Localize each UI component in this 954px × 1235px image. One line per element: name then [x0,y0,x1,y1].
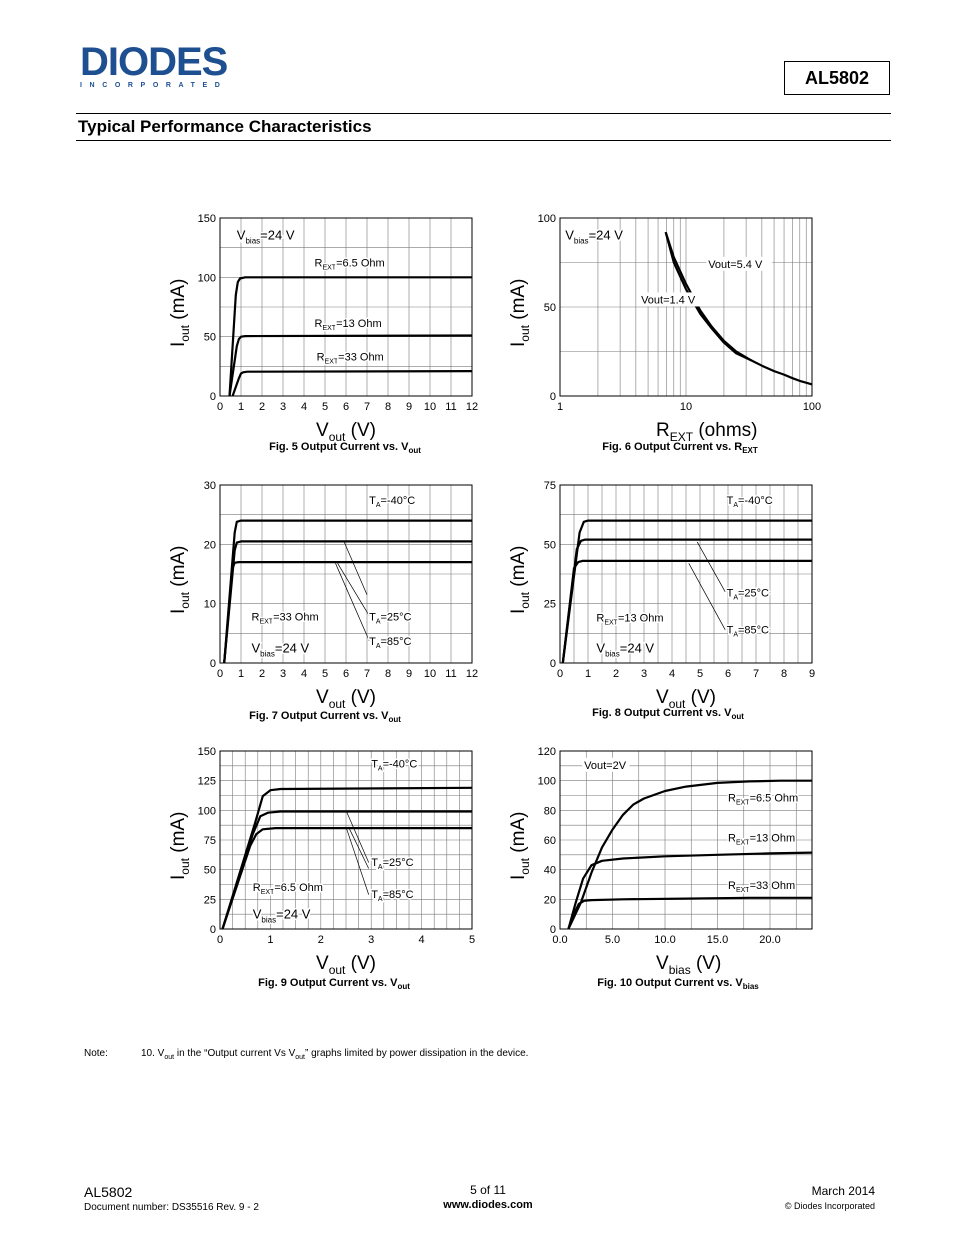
y-tick-label: 100 [197,805,216,818]
y-tick-label: 75 [203,835,216,847]
caption-fig8-sub: out [731,712,744,722]
header-rule-bottom [76,140,891,141]
x-axis-label: $R_{EXT}$ (ohms) [656,420,758,444]
annotation-label: $T_A=-40^\circ C$ [371,758,418,773]
y-tick-label: 120 [537,746,556,758]
x-axis-label: $V_{out}$ (V) [316,420,376,444]
caption-fig10-main: Fig. 10 Output Current vs. V [597,977,743,989]
x-tick-label: 6 [342,668,350,680]
note-label: Note: [84,1048,108,1059]
header-rule-top [76,113,891,114]
caption-fig7-sub: out [388,715,401,725]
y-tick-label: 0 [549,658,556,670]
x-tick-label: 7 [752,668,760,680]
x-tick-label: 4 [668,668,676,680]
footer-date: March 2014 [811,1184,875,1198]
annotation-label: $V_{bias}=24$ V [252,906,311,925]
y-tick-label: 20 [543,894,556,907]
annotation-label: $R_{EXT}=6.5$ Ohm [728,792,799,807]
x-tick-label: 0 [216,934,224,946]
y-tick-label: 150 [197,746,216,758]
part-number-box: AL5802 [784,61,890,95]
caption-fig6-main: Fig. 6 Output Current vs. R [602,441,743,453]
x-tick-label: 1 [584,668,592,680]
caption-fig9-main: Fig. 9 Output Current vs. V [258,977,398,989]
annotation-label: $T_A=85^\circ C$ [371,889,414,904]
leader-line [344,541,367,594]
caption-fig9 [184,977,484,991]
caption-fig10-sub: bias [742,982,759,992]
y-tick-label: 0 [549,924,556,936]
series-line [224,541,472,663]
annotation-label: $R_{EXT}=6.5$ Ohm [252,882,323,897]
x-tick-label: 8 [780,668,788,680]
caption-fig10 [528,977,828,991]
x-tick-label: 8 [384,668,392,680]
x-tick-label: 0 [216,401,224,413]
x-tick-label: 15.0 [706,934,729,946]
note-text-part: ” graphs limited by power dissipation in the device. [305,1048,529,1059]
annotation-label: Vout=2V [584,759,627,772]
x-tick-label: 20.0 [759,934,781,946]
y-tick-label: 60 [543,835,556,847]
y-axis-label-group [508,279,532,347]
y-tick-label: 25 [203,894,216,907]
x-tick-label: 1 [556,401,564,413]
x-tick-label: 12 [465,668,479,680]
chart-fig10 [490,738,830,978]
y-axis-label-group [168,279,192,347]
y-axis-label-group [168,546,192,614]
caption-fig7 [175,710,475,724]
annotation-label: $R_{EXT}=6.5$ Ohm [314,257,385,272]
y-tick-label: 0 [209,658,216,670]
x-tick-label: 4 [300,401,308,413]
y-tick-label: 100 [197,272,216,285]
note [84,1048,529,1061]
x-tick-label: 2 [258,668,266,680]
x-tick-label: 9 [405,668,413,680]
y-tick-label: 75 [543,480,556,492]
x-tick-label: 7 [363,401,371,413]
x-tick-label: 10 [423,401,437,413]
footer-left [84,1184,259,1213]
y-tick-label: 80 [543,805,556,818]
footer-doc-number: Document number: DS35516 Rev. 9 - 2 [84,1202,259,1213]
annotation-label: $T_A=-40^\circ C$ [726,494,773,509]
footer-page: 5 of 11 [470,1183,506,1197]
caption-fig6 [530,441,830,455]
x-tick-label: 4 [300,668,308,680]
note-text-part: 10. V [141,1048,165,1059]
leader-line [697,542,725,592]
y-tick-label: 100 [537,213,556,225]
y-axis-label: $I_{out}$ (mA) [508,545,532,614]
y-tick-label: 150 [197,213,216,225]
annotation-label: $V_{bias}=24$ V [596,640,655,659]
y-axis-label: $I_{out}$ (mA) [168,811,192,880]
leader-line [336,563,370,640]
x-tick-label: 3 [279,668,287,680]
x-tick-label: 3 [640,668,648,680]
series-line [666,232,812,384]
chart-fig7 [150,472,490,712]
x-tick-label: 9 [405,401,413,413]
y-tick-label: 0 [209,391,216,403]
x-tick-label: 7 [363,668,371,680]
x-tick-label: 10 [679,401,693,413]
chart-fig5 [150,205,490,445]
x-tick-label: 0 [216,668,224,680]
x-tick-label: 4 [418,934,425,946]
y-tick-label: 25 [543,598,556,611]
x-axis-label: $V_{out}$ (V) [316,953,376,977]
caption-fig5 [195,441,495,455]
footer-part: AL5802 [84,1184,133,1200]
chart-fig8 [490,472,830,712]
x-tick-label: 0.0 [552,934,568,946]
footer-website[interactable]: www.diodes.com [443,1199,533,1211]
y-tick-label: 100 [537,775,556,788]
y-axis-label-group [508,812,532,880]
note-text [141,1048,528,1061]
caption-fig8-main: Fig. 8 Output Current vs. V [592,707,732,719]
y-axis-label: $I_{out}$ (mA) [508,278,532,347]
y-axis-label-group [168,812,192,880]
annotation-label: $V_{bias}=24$ V [251,640,310,659]
x-tick-label: 5 [468,934,476,946]
annotation-label: $R_{EXT}=33$ Ohm [251,611,319,626]
footer-center [380,1183,596,1211]
x-tick-label: 5 [696,668,704,680]
x-tick-label: 9 [808,668,816,680]
footer-right [700,1184,875,1211]
x-tick-label: 3 [279,401,287,413]
footer-copyright: © Diodes Incorporated [784,1201,875,1211]
y-axis-label: $I_{out}$ (mA) [168,278,192,347]
x-tick-label: 2 [258,401,266,413]
annotation-label: $R_{EXT}=33$ Ohm [316,351,384,366]
annotation-label: $T_A=-40^\circ C$ [369,494,416,509]
x-tick-label: 6 [342,401,350,413]
y-tick-label: 125 [197,775,216,788]
annotation-label: $T_A=25^\circ C$ [369,611,412,626]
x-tick-label: 6 [724,668,732,680]
x-tick-label: 8 [384,401,392,413]
series-line [224,562,472,663]
annotation-label: $T_A=85^\circ C$ [726,624,770,639]
y-axis-label-group [508,546,532,614]
x-tick-label: 11 [445,401,457,413]
x-tick-label: 11 [445,668,457,680]
note-text-sub: out [295,1054,305,1061]
y-tick-label: 10 [203,598,216,611]
y-tick-label: 50 [203,864,216,877]
x-tick-label: 2 [317,934,324,946]
chart-fig9 [150,738,490,978]
annotation-label: $T_A=25^\circ C$ [726,587,770,602]
annotation-label: $V_{bias}=24$ V [565,227,623,246]
section-title: Typical Performance Characteristics [78,117,372,136]
note-text-part: in the “Output current Vs V [174,1048,296,1059]
leader-line [689,563,725,629]
annotation-label: $V_{bias}=24$ V [236,227,295,246]
x-axis-label: $V_{bias}$ (V) [656,953,722,977]
note-text-sub: out [164,1054,175,1061]
annotation-label: $R_{EXT}=13$ Ohm [596,612,664,627]
caption-fig7-main: Fig. 7 Output Current vs. V [249,710,389,722]
annotation-label: $R_{EXT}=13$ Ohm [314,318,382,333]
caption-fig5-sub: out [408,446,421,456]
x-axis-label: $V_{out}$ (V) [656,687,716,711]
y-axis-label: $I_{out}$ (mA) [168,545,192,614]
annotation-label: $R_{EXT}=33$ Ohm [728,879,796,894]
series-line [230,336,473,397]
x-tick-label: 12 [465,401,479,413]
x-tick-label: 1 [237,401,245,413]
x-tick-label: 100 [802,401,822,413]
y-tick-label: 0 [549,391,556,403]
y-tick-label: 30 [203,480,216,492]
x-tick-label: 5 [321,668,329,680]
x-tick-label: 10 [423,668,437,680]
series-line [233,371,472,396]
x-tick-label: 1 [267,934,274,946]
logo-text: DIODES [80,40,228,84]
caption-fig6-sub: EXT [742,446,758,456]
series-line [568,898,812,929]
y-tick-label: 0 [209,924,216,936]
y-tick-label: 50 [203,331,216,344]
x-tick-label: 5.0 [604,934,621,946]
chart-fig6 [490,205,830,445]
annotation-label: $R_{EXT}=13$ Ohm [728,832,796,847]
annotation-label: Vout=5.4 V [708,258,763,271]
caption-fig5-main: Fig. 5 Output Current vs. V [269,441,409,453]
annotation-label: $T_A=85^\circ C$ [369,636,412,651]
x-tick-label: 5 [321,401,329,413]
x-axis-label: $V_{out}$ (V) [316,687,376,711]
x-tick-label: 1 [237,668,245,680]
annotation-label: $T_A=25^\circ C$ [371,857,414,872]
caption-fig9-sub: out [397,982,410,992]
y-axis-label: $I_{out}$ (mA) [508,811,532,880]
x-tick-label: 3 [368,934,375,946]
x-tick-label: 2 [612,668,620,680]
annotation-label: Vout=1.4 V [641,294,696,307]
x-tick-label: 0 [556,668,564,680]
x-tick-label: 10.0 [654,934,676,946]
logo-subtext: INCORPORATED [80,82,228,89]
caption-fig8 [518,707,818,721]
y-tick-label: 50 [543,539,556,552]
y-tick-label: 40 [543,864,556,877]
diodes-logo [80,42,250,88]
y-tick-label: 20 [203,539,216,552]
y-tick-label: 50 [543,302,556,314]
